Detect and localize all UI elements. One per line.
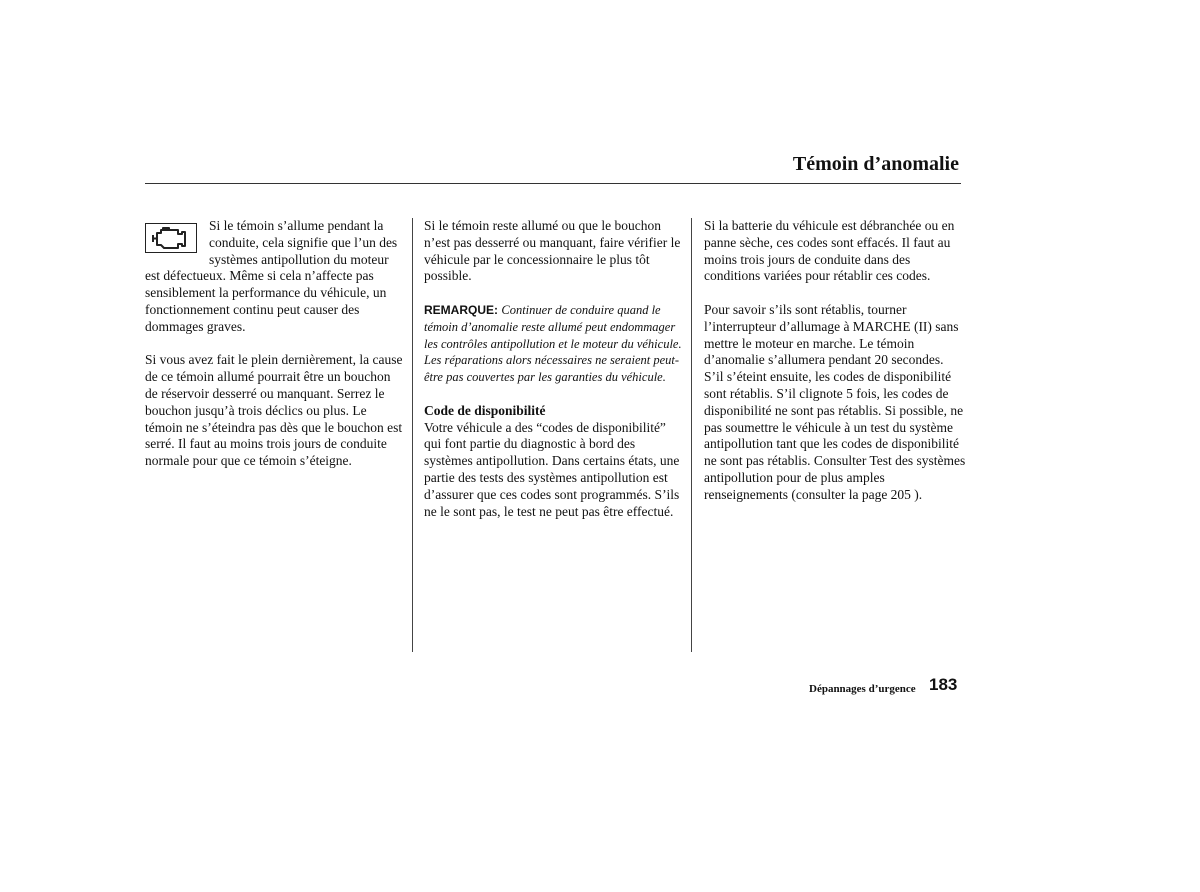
note-block: [424, 302, 682, 386]
page-number: 183: [929, 675, 958, 694]
paragraph: Si la batterie du véhicule est débranchée ou en panne sèche, ces codes sont effacés. Il faut au moins trois jours de conduite dans des conditions variées pour rétablir ces codes.: [704, 218, 955, 284]
paragraph: Si vous avez fait le plein dernièrement, la cause de ce témoin allumé pourrait être un bouchon de réservoir desserré ou manquant. Serrez le bouchon jusqu’à trois déclics ou plus. Le témoin ne s’éteindra pas dès que le bouchon est serré. Il faut au moins trois jours de conduite normale pour que ce témoin s’éteigne.: [145, 352, 403, 469]
header-rule: [145, 183, 961, 184]
column-divider: [412, 218, 413, 652]
footer-section-label: Dépannages d’urgence: [809, 683, 916, 695]
column-1: [145, 218, 403, 487]
page-title: Témoin d’anomalie: [792, 153, 959, 175]
paragraph: Si le témoin reste allumé ou que le bouchon n’est pas desserré ou manquant, faire vérifier le véhicule par le concessionnaire le plus tôt possible.: [424, 218, 681, 284]
paragraph: Si le témoin s’allume pendant la conduite, cela signifie que l’un des systèmes antipollution du moteur est défectueux. Même si cela n’affecte pas sensiblement la performance du véhicule, un fonctionnement continu peut causer des dommages graves.: [145, 218, 398, 334]
note-text: Continuer de conduire quand le témoin d’anomalie reste allumé peut endommager les contrôles antipollution et le moteur du véhicule. Les réparations alors nécessaires ne seraient peut-être pas couvertes par les garanties du véhicule.: [424, 302, 682, 385]
section-subheading: Code de disponibilité: [424, 402, 546, 418]
paragraph: Pour savoir s’ils sont rétablis, tourner l’interrupteur d’allumage à MARCHE (II) sans mettre le moteur en marche. Le témoin d’anomalie s’allumera pendant 20 secondes. S’il s’éteint ensuite, les codes de disponibilité sont rétablis. S’il clignote 5 fois, les codes de disponibilité ne sont pas rétablis. Si possible, ne pas soumettre le véhicule à un test du système antipollution tant que les codes de disponibilité ne sont pas rétablis. Consulter Test des systèmes antipollution pour de plus amples renseignements (consulter la page 205 ).: [704, 301, 966, 502]
column-3: [704, 218, 966, 520]
column-2: [424, 218, 682, 537]
paragraph: Votre véhicule a des “codes de disponibilité” qui font partie du diagnostic à bord des systèmes antipollution. Dans certains états, une partie des tests des systèmes antipollution est d’assurer que ces codes sont programmés. S’ils ne le sont pas, le test ne peut pas être effectué.: [424, 419, 680, 519]
check-engine-icon: [145, 223, 197, 253]
note-label: REMARQUE:: [424, 302, 498, 317]
column-divider: [691, 218, 692, 652]
